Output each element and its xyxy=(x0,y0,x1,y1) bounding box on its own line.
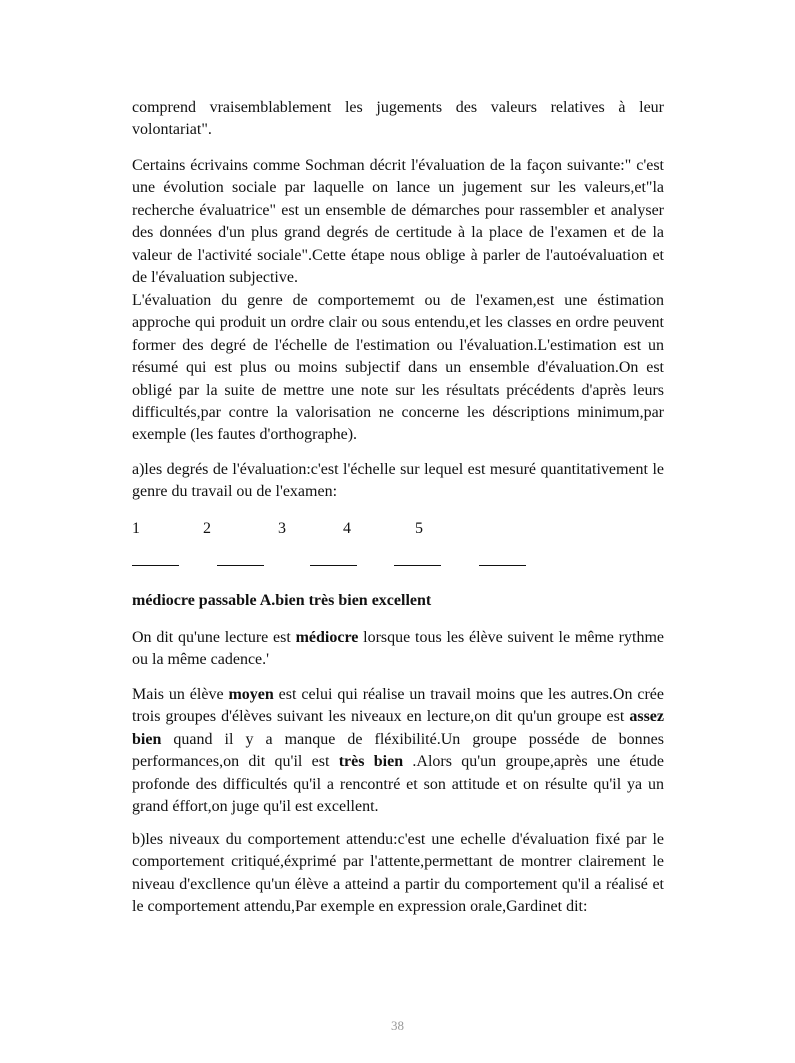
paragraph-mediocre xyxy=(132,627,664,672)
paragraph-sochman: Certains écrivains comme Sochman décrit l'évaluation de la façon suivante:" c'est une évolution sociale par laquelle on lance un jugement sur les valeurs,et"la recherche évaluatrice" est un ensemble de démarches pour rassembler et analyser des données d'un plus grand degrés de certitude à la place de l'examen et de la valeur de l'activité sociale".Cette étape nous oblige à parler de l'autoévaluation et de l'évaluation subjective. xyxy=(132,157,664,287)
scale-line xyxy=(310,565,357,566)
paragraph-quote-end: comprend vraisemblablement les jugements des valeurs relatives à leur volontariat". xyxy=(132,99,664,139)
bold-term: moyen xyxy=(228,686,274,703)
text: .Alors qu'un groupe,après une étude profonde des difficultés qu'il a rencontré et son attitude et on résulte qu'il ya un grand éffort,on juge qu'il est excellent. xyxy=(132,753,665,816)
scale-number: 2 xyxy=(203,520,211,537)
paragraph-degres: a)les degrés de l'évaluation:c'est l'échelle sur lequel est mesuré quantitativement le genre du travail ou de l'examen: xyxy=(132,461,664,501)
scale-number: 5 xyxy=(415,520,423,537)
scale-number: 3 xyxy=(278,520,286,537)
bold-term: médiocre xyxy=(295,629,359,646)
scale-line xyxy=(479,565,526,566)
scale-line xyxy=(132,565,179,566)
scale-number: 4 xyxy=(343,520,351,537)
scale-line xyxy=(394,565,441,566)
text: lorsque tous les élève suivent le même rythme ou la même cadence.' xyxy=(132,629,664,669)
scale-line xyxy=(217,565,264,566)
paragraph-niveaux: b)les niveaux du comportement attendu:c'est une echelle d'évaluation fixé par le comportement critiqué,éxprimé par l'attente,permettant de montrer clairement le niveau d'excllence qu'un élève a atteind a partir du comportement qu'il a réalisé et le comportement attendu,Par exemple en expression orale,Gardinet dit: xyxy=(132,831,664,916)
text: quand il y a manque de fléxibilité.Un groupe posséde de bonnes performances,on dit qu'il est xyxy=(132,730,664,771)
text: est celui qui réalise un travail moins que les autres.On crée trois groupes d'élèves suivant les niveaux en lecture,on dit qu'un groupe est xyxy=(132,686,665,726)
text: Mais un élève xyxy=(132,686,229,703)
page-number: 38 xyxy=(391,1018,404,1033)
scale-number: 1 xyxy=(132,520,140,537)
bold-term: assez bien xyxy=(132,708,664,748)
bold-term: très bien xyxy=(338,753,404,771)
scale-heading: médiocre passable A.bien très bien excellent xyxy=(132,592,432,609)
text: On dit qu'une lecture est xyxy=(132,629,296,646)
paragraph-evaluation-genre: L'évaluation du genre de comportememt ou de l'examen,est une éstimation approche qui produit un ordre clair ou sous entendu,et les classes en ordre peuvent former des degré de l'échelle de l'estimation ou l'évaluation.L'estimation est un résumé qui est plus ou moins subjectif dans un ensemble d'évaluation.On est obligé par la suite de mettre une note sur les résultats précédents d'après leurs difficultés,par contre la valorisation ne concerne les déscriptions minimum,par exemple (les fautes d'orthographe). xyxy=(132,292,664,444)
paragraph-moyen xyxy=(132,684,664,818)
